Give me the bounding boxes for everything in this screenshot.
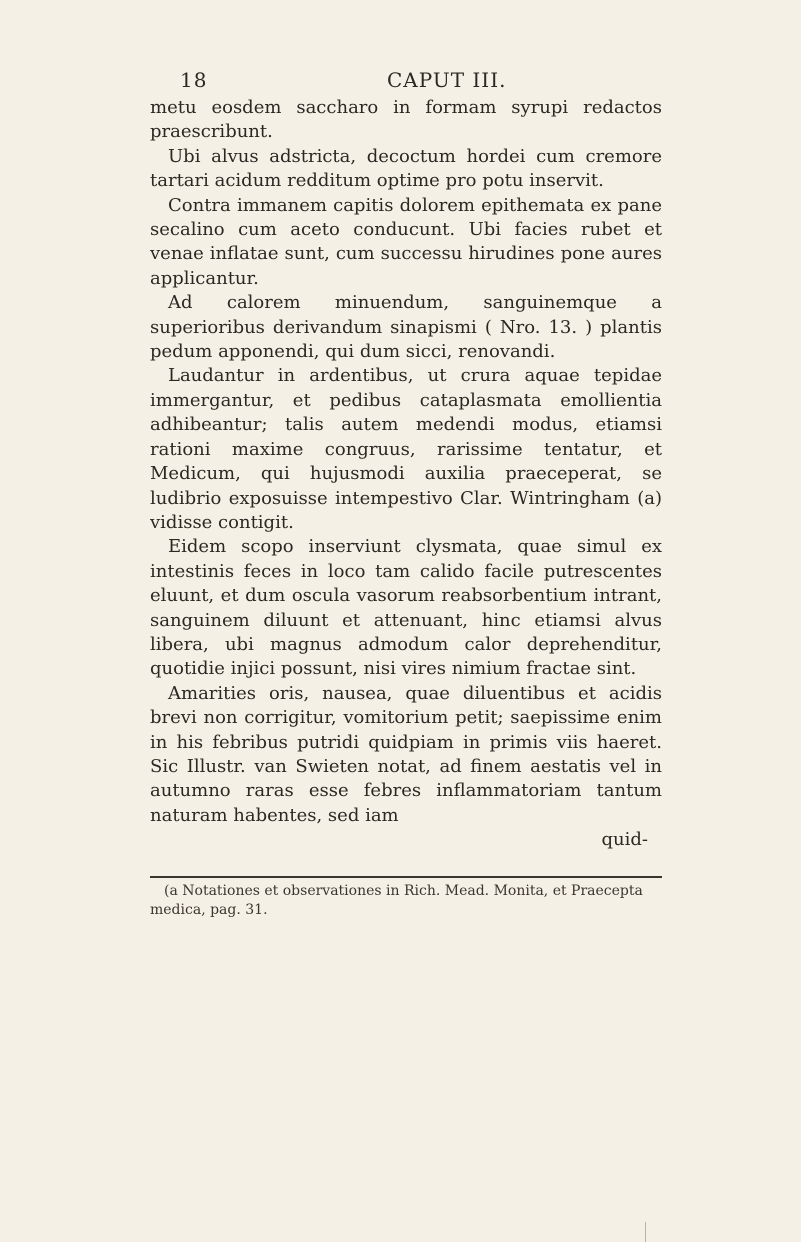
page-edge-mark: [645, 1222, 654, 1242]
footnote: (a Notationes et observationes in Rich. Mead. Monita, et Praecepta medica, pag. 31.: [150, 883, 643, 919]
paragraph: Contra immanem capitis dolorem epithemata ex pane secalino cum aceto conducunt. Ubi facies rubet et venae inflatae sunt, cum successu hirudines pone aures applicantur.: [150, 194, 662, 289]
catchword: quid-: [601, 829, 648, 851]
paragraph: Amarities oris, nausea, quae diluentibus et acidis brevi non corrigitur, vomitorium petit; saepissime enim in his febribus putridi quidpiam in primis viis haeret. Sic Illustr. van Swieten notat, ad finem aestatis vel in autumno raras esse febres inflammatoriam tantum naturam habentes, sed iam: [150, 682, 662, 826]
paragraph: Laudantur in ardentibus, ut crura aquae tepidae immergantur, et pedibus cataplasmata emollientia adhibeantur; talis autem medendi modus, etiamsi rationi maxime congruus, rarissime tentatur, et Medicum, qui hujusmodi auxilia praeceperat, se ludibrio exposuisse intempestivo Clar. Wintringham (a) vidisse contigit.: [150, 365, 662, 533]
paragraph: Eidem scopo inserviunt clysmata, quae simul ex intestinis feces in loco tam calido facile putrescentes eluunt, et dum oscula vasorum reabsorbentium intrant, sanguinem diluunt et attenuant, hinc etiamsi alvus libera, ubi magnus admodum calor deprehenditur, quotidie injici possunt, nisi vires nimium fractae sint.: [150, 536, 662, 680]
page-header: [150, 68, 662, 94]
paragraph: Ad calorem minuendum, sanguinemque a superioribus derivandum sinapismi ( Nro. 13. ) plantis pedum apponendi, qui dum sicci, renovandi.: [150, 292, 662, 363]
footnote-rule: [150, 876, 662, 878]
body-text: [150, 96, 662, 828]
running-title: CAPUT III.: [387, 68, 507, 92]
paragraph: metu eosdem saccharo in formam syrupi redactos praescribunt.: [150, 97, 662, 143]
book-page: [150, 68, 662, 920]
page-number: 18: [180, 68, 208, 92]
paragraph: Ubi alvus adstricta, decoctum hordei cum cremore tartari acidum redditum optime pro potu inservit.: [150, 145, 662, 192]
